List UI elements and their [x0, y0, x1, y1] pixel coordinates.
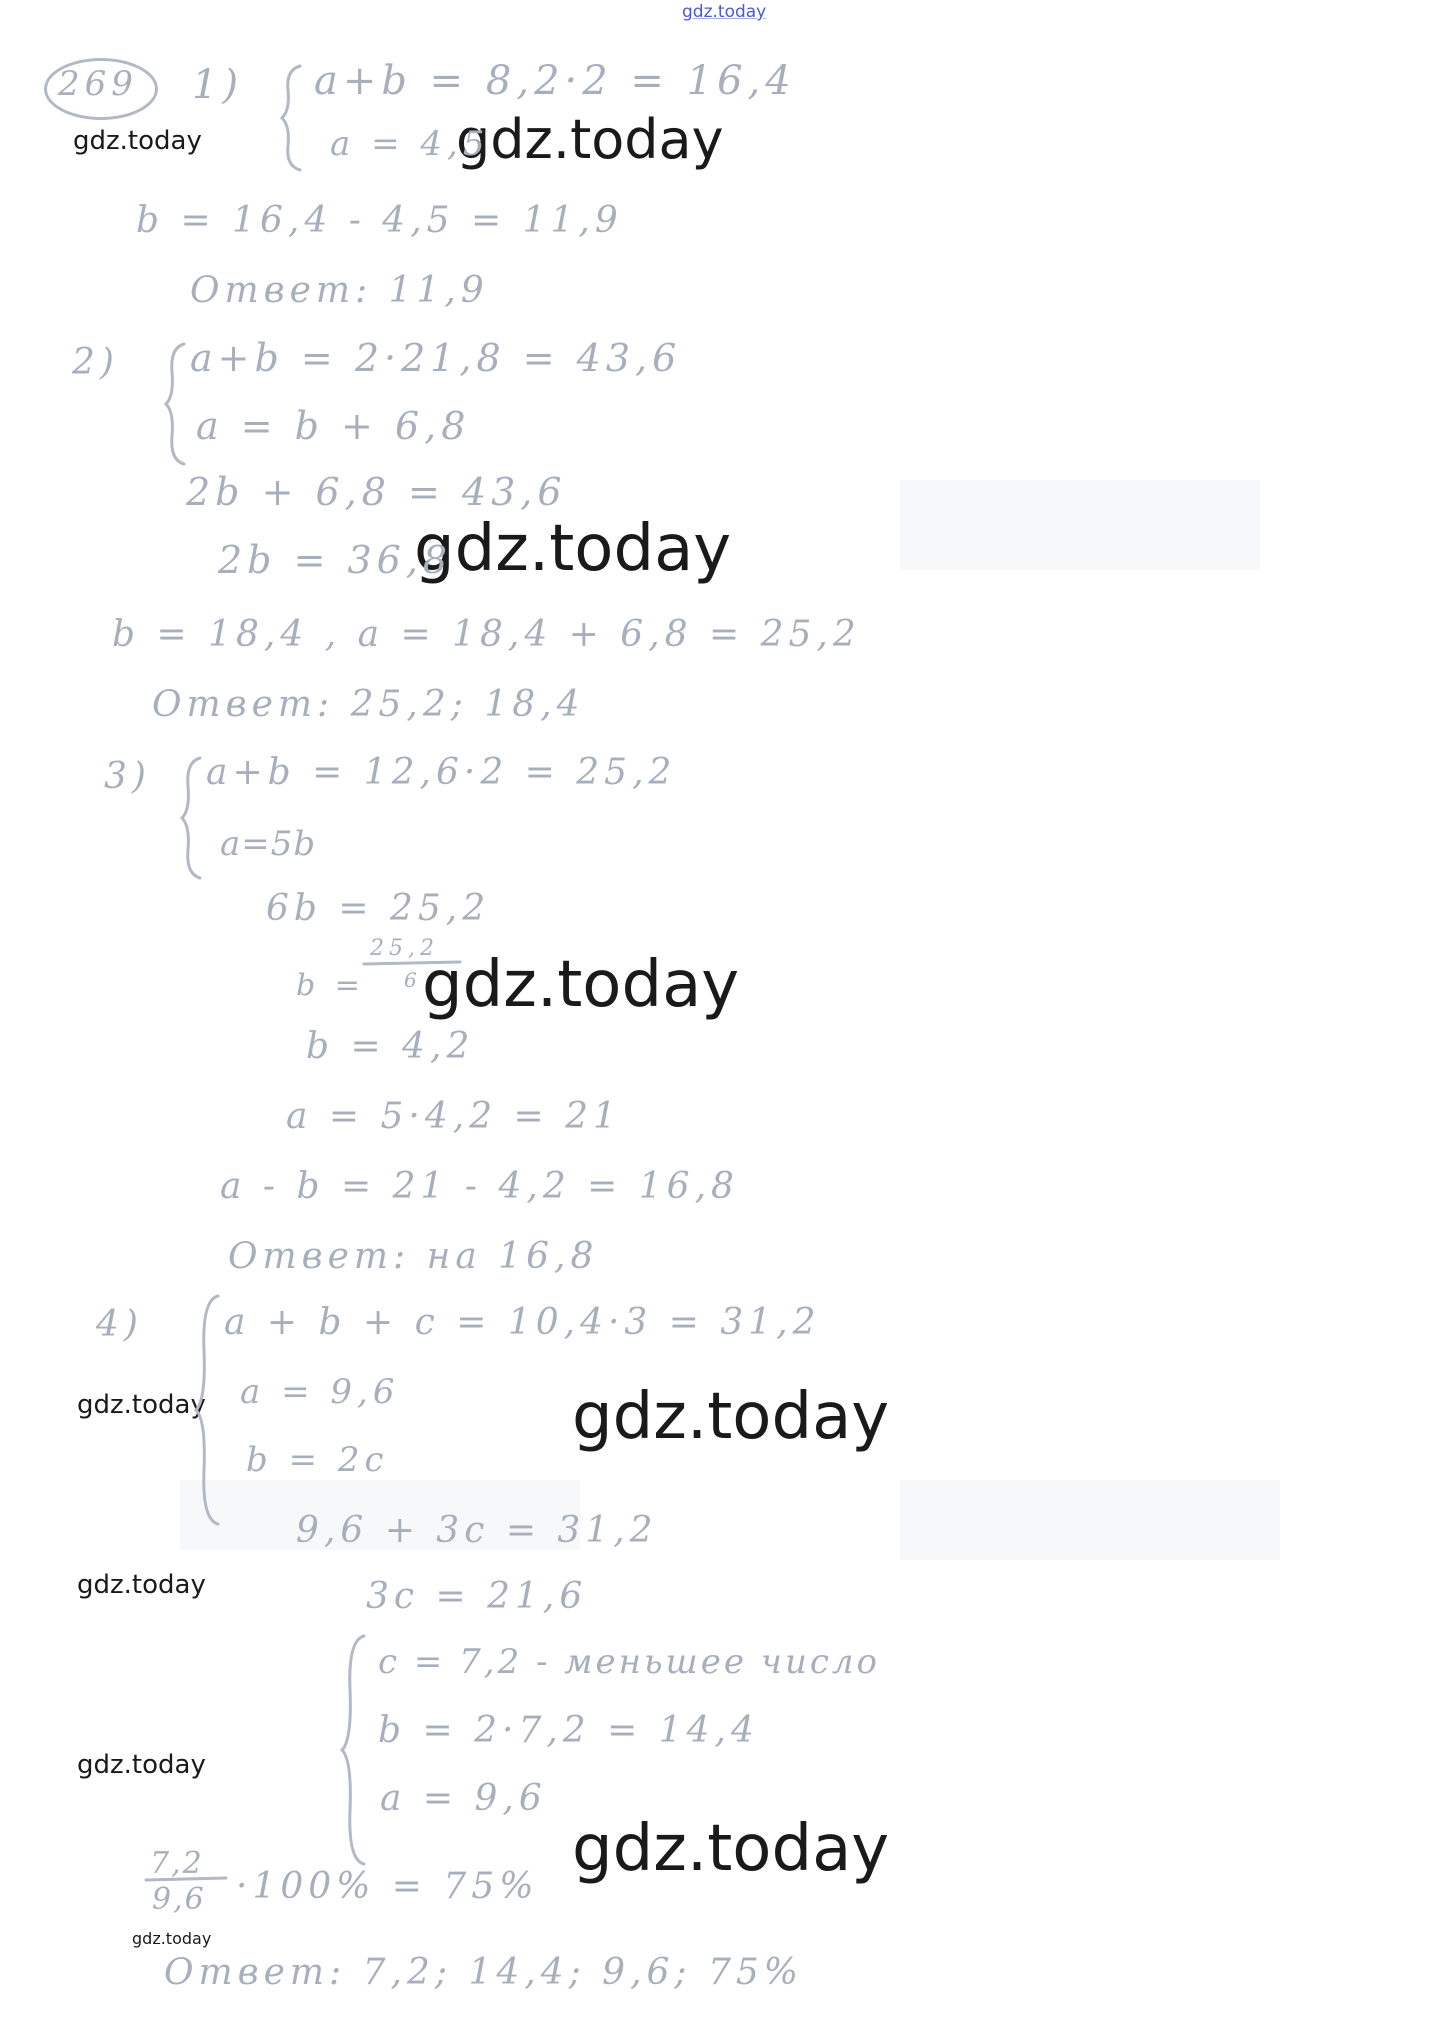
- part4-res1: c = 7,2 - меньшее число: [378, 1642, 881, 1682]
- part1-eq2: a = 4,5: [330, 124, 490, 164]
- part4-eq3: b = 2c: [246, 1440, 389, 1480]
- part2-eq1: a+b = 2·21,8 = 43,6: [190, 336, 682, 380]
- part2-label: 2): [72, 342, 119, 383]
- watermark: gdz.today: [422, 948, 740, 1022]
- part4-step2: 3c = 21,6: [366, 1576, 588, 1617]
- part2-step3: b = 18,4 , a = 18,4 + 6,8 = 25,2: [112, 614, 861, 655]
- watermark: gdz.today: [73, 126, 202, 156]
- part3-frac-den: 6: [404, 968, 422, 992]
- part4-frac-rhs: ·100% = 75%: [236, 1866, 539, 1907]
- part2-eq2: a = b + 6,8: [196, 404, 471, 448]
- part3-frac-num: 25,2: [370, 936, 439, 961]
- watermark: gdz.today: [132, 1929, 212, 1948]
- brace-part3: [182, 758, 200, 878]
- part3-label: 3): [104, 756, 151, 797]
- problem-number: 269: [58, 64, 138, 104]
- watermark: gdz.today: [572, 1812, 890, 1886]
- brace-part4: [196, 1296, 218, 1524]
- part3-step1: 6b = 25,2: [266, 888, 491, 929]
- part4-frac-den: 9,6: [152, 1882, 206, 1917]
- part4-frac-num: 7,2: [150, 1846, 204, 1881]
- part4-res2: b = 2·7,2 = 14,4: [378, 1710, 759, 1751]
- part1-eq1: a+b = 8,2·2 = 16,4: [314, 58, 796, 104]
- part3-answer: Ответ: на 16,8: [228, 1236, 599, 1277]
- part3-eq1: a+b = 12,6·2 = 25,2: [206, 752, 677, 793]
- part3-step3: b = 4,2: [306, 1026, 475, 1067]
- part4-step1: 9,6 + 3c = 31,2: [296, 1510, 658, 1551]
- watermark: gdz.today: [414, 512, 732, 586]
- brace-part2: [166, 344, 184, 464]
- part1-answer: Ответ: 11,9: [190, 270, 489, 311]
- part4-eq1: a + b + c = 10,4·3 = 31,2: [224, 1302, 821, 1343]
- part3-step4: a = 5·4,2 = 21: [286, 1096, 621, 1137]
- part3-frac-lhs: b =: [296, 968, 365, 1003]
- part3-step5: a - b = 21 - 4,2 = 16,8: [220, 1166, 739, 1207]
- brace-part4-result: [342, 1636, 364, 1864]
- watermark: gdz.today: [572, 1380, 890, 1454]
- part4-res3: a = 9,6: [380, 1778, 547, 1819]
- part3-eq2: a=5b: [220, 824, 317, 864]
- part2-answer: Ответ: 25,2; 18,4: [152, 684, 585, 725]
- part4-answer: Ответ: 7,2; 14,4; 9,6; 75%: [164, 1952, 804, 1993]
- part1-label: 1): [192, 62, 244, 108]
- brace-part1: [282, 66, 300, 170]
- watermark-top: gdz.today: [682, 2, 767, 22]
- watermark: gdz.today: [456, 108, 724, 171]
- watermark: gdz.today: [77, 1570, 206, 1600]
- part1-step1: b = 16,4 - 4,5 = 11,9: [136, 200, 623, 241]
- part2-step1: 2b + 6,8 = 43,6: [186, 470, 567, 514]
- part4-eq2: a = 9,6: [240, 1372, 400, 1412]
- fraction-bar-part3: [364, 962, 460, 964]
- part2-step2: 2b = 36,8: [218, 538, 453, 582]
- watermark: gdz.today: [77, 1390, 206, 1420]
- part4-label: 4): [96, 1304, 143, 1345]
- watermark: gdz.today: [77, 1750, 206, 1780]
